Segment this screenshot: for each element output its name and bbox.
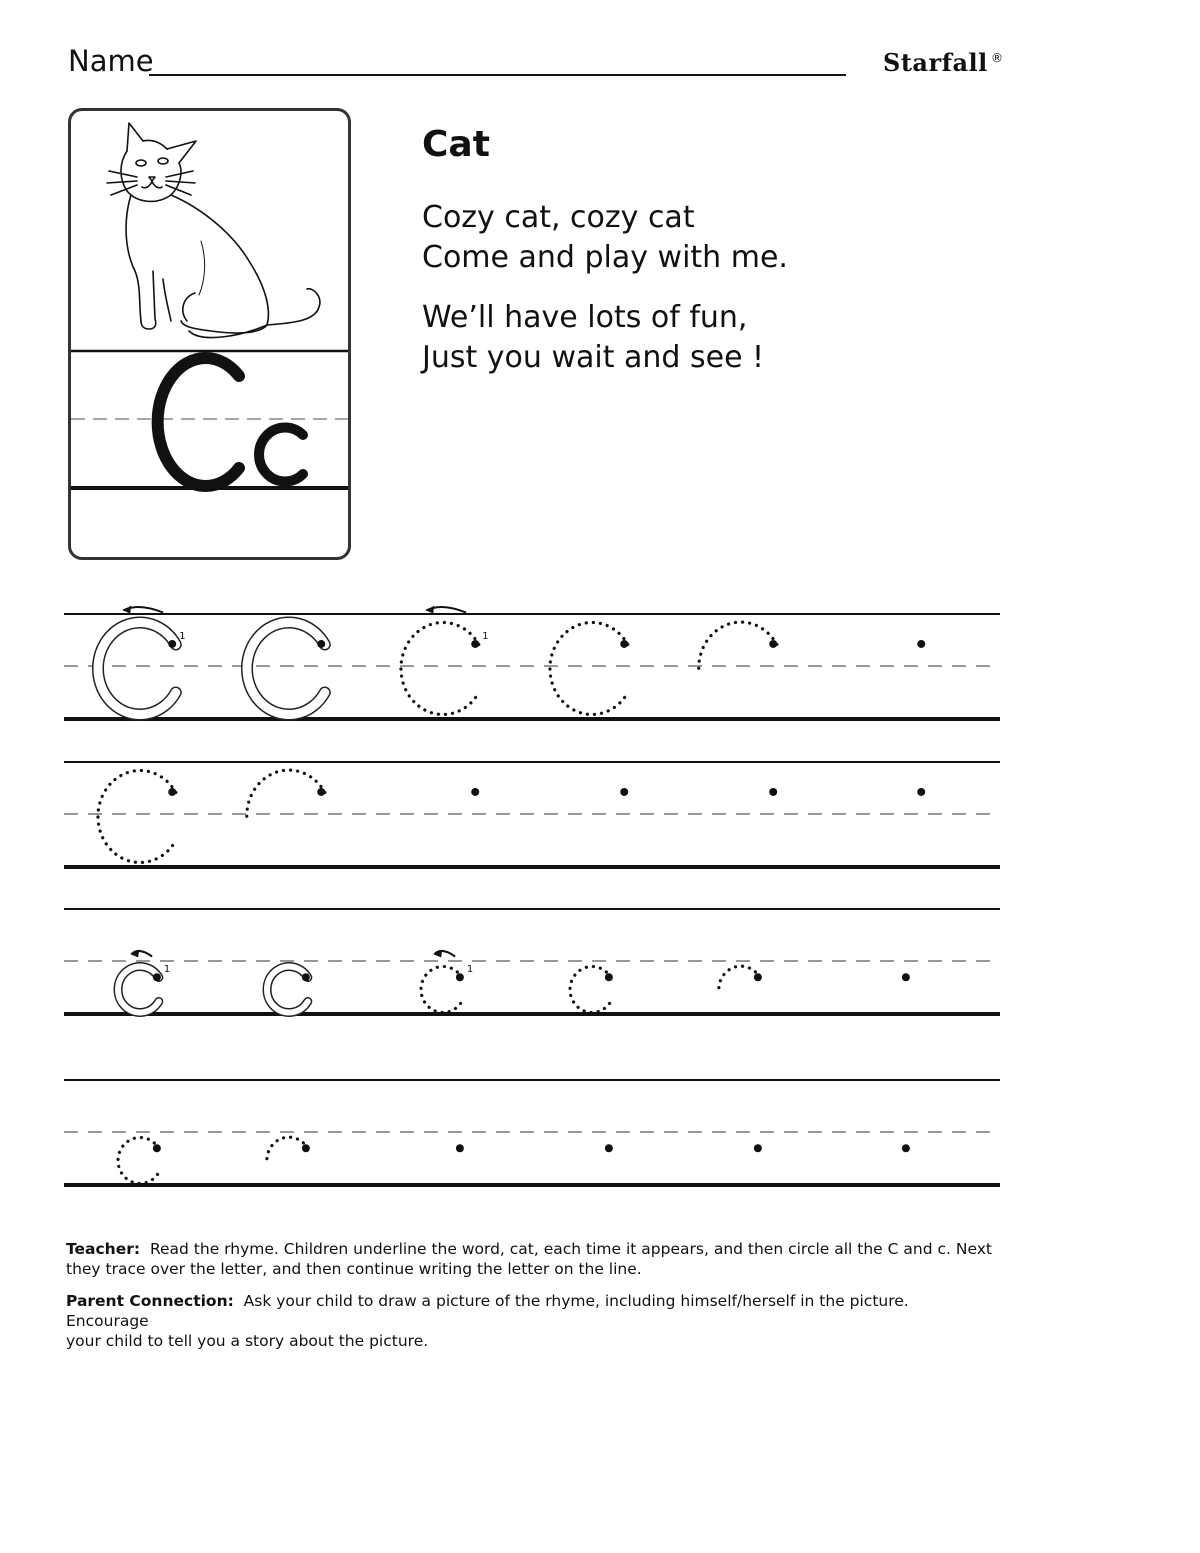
letter-c-dotted (401, 623, 479, 715)
stroke-number: 1 (179, 630, 186, 642)
letter-c-outline-fill (98, 623, 176, 715)
start-dot (902, 1144, 910, 1152)
name-label: Name (68, 44, 154, 78)
start-dot (153, 973, 161, 981)
start-dot (471, 788, 479, 796)
tracing-practice-area[interactable] (0, 590, 1200, 1200)
letter-c-outline-fill (247, 623, 325, 715)
letter-c-dotted (570, 967, 611, 1013)
start-dot (605, 1144, 613, 1152)
letter-card (68, 108, 351, 560)
start-dot (168, 640, 176, 648)
start-dot (456, 973, 464, 981)
start-dot (153, 1144, 161, 1152)
uppercase-c (158, 358, 239, 486)
start-dot (769, 788, 777, 796)
start-dot (620, 640, 628, 648)
cat-illustration (71, 111, 351, 560)
letter-c-dotted (421, 967, 462, 1013)
start-dot (754, 1144, 762, 1152)
poem-line: We’ll have lots of fun, (422, 300, 748, 335)
poem-title: Cat (422, 124, 490, 165)
start-dot (317, 788, 325, 796)
brand-logo: Starfall (883, 48, 988, 77)
parent-note-line: your child to tell you a story about the picture. (66, 1332, 429, 1350)
letter-c-dotted (719, 966, 760, 992)
start-dot (769, 640, 777, 648)
stroke-number: 1 (466, 964, 474, 976)
letter-c-dotted (118, 1138, 159, 1184)
poem-line: Just you wait and see ! (422, 340, 765, 375)
stroke-number: 1 (482, 630, 489, 642)
teacher-label: Teacher: (66, 1240, 141, 1258)
stroke-number: 1 (163, 964, 171, 976)
start-dot (317, 640, 325, 648)
start-dot (754, 973, 762, 981)
letter-c-dotted (98, 771, 176, 863)
start-dot (456, 1144, 464, 1152)
start-dot (620, 788, 628, 796)
name-write-line[interactable] (149, 74, 846, 76)
start-dot (917, 640, 925, 648)
parent-note-line: Ask your child to draw a picture of the rhyme, including himself/herself in the picture. Encourage (66, 1292, 909, 1330)
letter-c-dotted (267, 1137, 308, 1163)
teacher-note (66, 1239, 996, 1279)
poem-line: Come and play with me. (422, 240, 788, 275)
letter-c-dotted (550, 623, 628, 715)
parent-note (66, 1291, 996, 1351)
registered-mark: ® (991, 51, 1003, 65)
parent-label: Parent Connection: (66, 1292, 234, 1310)
teacher-note-line: they trace over the letter, and then continue writing the letter on the line. (66, 1260, 642, 1278)
lowercase-c (259, 428, 303, 482)
start-dot (917, 788, 925, 796)
start-dot (605, 973, 613, 981)
letter-c-outline-fill (118, 967, 159, 1013)
start-dot (302, 973, 310, 981)
start-dot (168, 788, 176, 796)
letter-c-outline-fill (267, 967, 308, 1013)
start-dot (471, 640, 479, 648)
start-dot (902, 973, 910, 981)
start-dot (302, 1144, 310, 1152)
poem-line: Cozy cat, cozy cat (422, 200, 695, 235)
teacher-note-line: Read the rhyme. Children underline the word, cat, each time it appears, and then circle all the C and c. Next (149, 1240, 992, 1258)
